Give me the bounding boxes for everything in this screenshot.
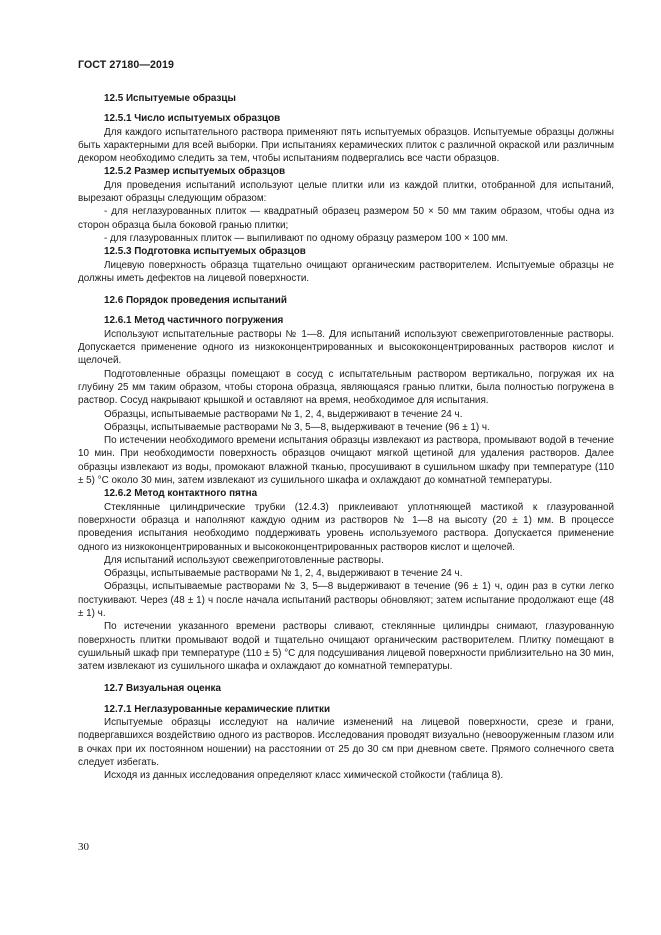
paragraph: Образцы, испытываемые растворами № 3, 5—8, выдерживают в течение (96 ± 1) ч. bbox=[104, 421, 490, 433]
paragraph: Образцы, испытываемые растворами № 1, 2, 4, выдерживают в течение 24 ч. bbox=[104, 568, 463, 580]
paragraph: Образцы, испытываемые растворами № 1, 2, 4, выдерживают в течение 24 ч. bbox=[104, 408, 463, 420]
section-heading: 12.5.1 Число испытуемых образцов bbox=[104, 113, 281, 125]
paragraph: Для испытаний используют свежеприготовленные растворы. bbox=[104, 554, 384, 566]
paragraph: Для каждого испытательного раствора применяют пять испытуемых образцов. Испытуемые образцы должны быть характерными для всей выборки. При испытаниях керамических плиток с различной окраской или различным декором необходимо следить за тем, чтобы испытаниям подвергались все части образцов. bbox=[78, 126, 614, 165]
paragraph: - для глазурованных плиток — выпиливают по одному образцу размером 100 × 100 мм. bbox=[104, 232, 508, 244]
paragraph: - для неглазурованных плиток — квадратный образец размером 50 × 50 мм таким образом, чтобы одна из сторон образца была боковой гранью плитки; bbox=[78, 206, 614, 231]
paragraph: Исходя из данных исследования определяют класс химической стойкости (таблица 8). bbox=[104, 770, 504, 782]
page-number: 30 bbox=[78, 841, 89, 853]
paragraph: Лицевую поверхность образца тщательно очищают органическим растворителем. Испытуемые образцы не должны иметь дефектов на лицевой поверхности. bbox=[78, 259, 614, 284]
section-heading: 12.6.1 Метод частичного погружения bbox=[104, 315, 284, 327]
section-heading: 12.7.1 Неглазурованные керамические плитки bbox=[104, 703, 331, 715]
document-header: ГОСТ 27180—2019 bbox=[78, 59, 175, 71]
document-body bbox=[78, 92, 614, 783]
section-heading: 12.6 Порядок проведения испытаний bbox=[104, 295, 287, 307]
section-heading: 12.5.3 Подготовка испытуемых образцов bbox=[104, 246, 306, 258]
section-heading: 12.5.2 Размер испытуемых образцов bbox=[104, 166, 286, 178]
paragraph: Стеклянные цилиндрические трубки (12.4.3) приклеивают уплотняющей мастикой к глазурованной поверхности образца и наполняют каждую одним из растворов № 1—8 на высоту (20 ± 1) мм. В процессе проведения испытания необходимо поддерживать уровень используемого раствора. Допускается применение одного из низкоконцентрированных и высококонцентрированных растворов кислот и щелочей. bbox=[78, 501, 614, 553]
section-heading: 12.7 Визуальная оценка bbox=[104, 683, 221, 695]
paragraph: Образцы, испытываемые растворами № 3, 5—8 выдерживают в течение (96 ± 1) ч, один раз в сутки легко постукивают. Через (48 ± 1) ч после начала испытаний растворы обновляют; затем испытание продолжают еще (48 ± 1) ч. bbox=[78, 581, 614, 619]
paragraph: По истечении указанного времени растворы сливают, стеклянные цилиндры снимают, глазурованную поверхность плитки промывают водой и тщательно очищают органическим растворителем. Плитку помещают в сушильный шкаф при температуре (110 ± 5) °С для подсушивания лицевой поверхности приблизительно на 30 мин, затем извлекают из сушильного шкафа и охлаждают до комнатной температуры. bbox=[78, 621, 614, 673]
paragraph: Используют испытательные растворы № 1—8. Для испытаний используют свежеприготовленные растворы. Допускается применение одного из низкоконцентрированных и высококонцентрированных растворов кислот и щелочей. bbox=[78, 328, 614, 367]
section-heading: 12.6.2 Метод контактного пятна bbox=[104, 488, 258, 500]
paragraph: По истечении необходимого времени испытания образцы извлекают из раствора, промывают водой в течение 10 мин. При необходимости поверхность образцов очищают мягкой щетиной для удаления растворов. Далее образцы извлекают из воды, промокают влажной тканью, просушивают в сушильном шкафу при температуре (110 ± 5) °С около 30 мин, затем извлекают из сушильного шкафа и охлаждают до комнатной температуры. bbox=[78, 435, 614, 487]
paragraph: Подготовленные образцы помещают в сосуд с испытательным раствором вертикально, погружая их на глубину 25 мм таким образом, чтобы сторона образца, являющаяся гранью плитки, была полностью погружена в раствор. Сосуд накрывают крышкой и оставляют на время, необходимое для испытания. bbox=[78, 368, 614, 407]
paragraph: Испытуемые образцы исследуют на наличие изменений на лицевой поверхности, срезе и грани, подвергавшихся воздействию одного из растворов. Исследования проводят визуально (невооруженным глазом или в очках при их постоянном ношении) на расстоянии от 25 до 30 см при дневном свете. Прямого солнечного света следует избегать. bbox=[78, 717, 614, 768]
paragraph: Для проведения испытаний используют целые плитки или из каждой плитки, отобранной для испытаний, вырезают образцы следующим образом: bbox=[78, 179, 614, 205]
section-heading: 12.5 Испытуемые образцы bbox=[104, 93, 236, 104]
